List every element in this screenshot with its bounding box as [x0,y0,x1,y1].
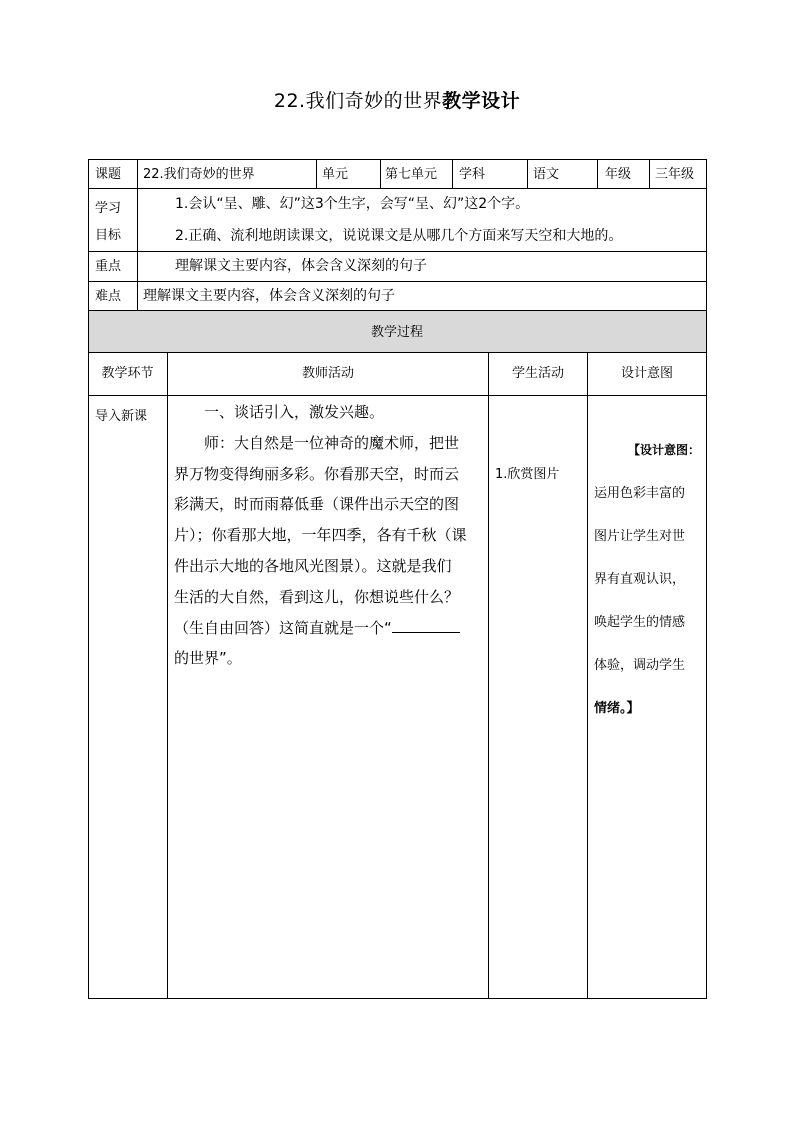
teacher-line: 片）；你看那大地，一年四季，各有千秋（课 [174,526,467,545]
column-header-teacher: 教师活动 [301,366,354,381]
teacher-line: 的世界”。 [174,649,242,668]
table-line [137,159,138,311]
teacher-line: 件出示大地的各地风光图景）。这就是我们 [174,556,452,575]
table-line [597,159,598,188]
table-line [88,310,707,311]
table-line [649,159,650,188]
table-line [167,352,168,999]
objective-item-1: 1.会认“呈、雕、幻”这3个生字，会写“呈、幻”这2个字。 [175,196,530,212]
subject-label: 学科 [459,167,486,182]
title-bold: 教学设计 [442,90,521,112]
column-header-student: 学生活动 [511,366,564,381]
grade-label: 年级 [605,167,632,182]
table-line [316,159,317,188]
table-line [88,352,707,353]
teacher-heading: 一、谈话引入，激发兴趣。 [204,403,385,421]
design-line: 图片让学生对世 [594,529,686,544]
table-line [488,352,489,999]
column-header-design: 设计意图 [620,366,673,381]
unit-value: 第七单元 [385,167,438,182]
table-line [88,251,707,252]
objective-item-2: 2.正确、流利地朗读课文，说说课文是从哪几个方面来写天空和大地的。 [175,228,623,244]
unit-label: 单元 [322,167,349,182]
title-main: 22.我们奇妙的世界 [273,90,443,112]
teacher-activity [174,397,486,674]
process-section-title: 教学过程 [370,325,423,340]
teacher-line-blank-prefix: （生自由回答）这简直就是一个“ [174,618,392,637]
objectives-label-line1: 学习 [95,201,122,216]
teacher-line: 彩满天，时而雨幕低垂（课件出示天空的图 [174,495,460,514]
teacher-line: 界万物变得绚丽多彩。你看那天空，时而云 [174,464,460,483]
document-title [0,86,794,113]
table-line [587,352,588,999]
key-point-value: 理解课文主要内容，体会含义深刻的句子 [175,258,427,274]
design-line: 运用色彩丰富的 [594,486,686,501]
student-activity: 1.欣赏图片 [495,467,560,482]
objectives-label-line2: 目标 [95,228,122,243]
table-line [452,159,453,188]
teacher-line-with-blank [174,613,486,644]
table-line [88,395,707,396]
teacher-line: 生活的大自然，看到这儿，你想说些什么？ [174,587,460,606]
stage-name: 导入新课 [95,409,148,424]
column-header-stage: 教学环节 [101,366,154,381]
table-line [88,188,707,189]
design-line: 情绪。】 [594,701,640,716]
key-point-label: 重点 [95,259,122,274]
topic-value: 22.我们奇妙的世界 [143,167,255,182]
difficulty-label: 难点 [95,289,122,304]
fill-in-blank [392,618,460,633]
design-intent [594,429,706,730]
topic-label: 课题 [95,167,122,182]
table-line [88,998,707,999]
table-line [88,159,707,160]
table-line [706,159,707,999]
design-line: 体验，调动学生 [594,658,686,673]
table-line [380,159,381,188]
subject-value: 语文 [533,167,560,182]
design-line: 界有直观认识， [594,572,686,587]
table-line [88,281,707,282]
design-line: 唤起学生的情感 [594,615,686,630]
grade-value: 三年级 [655,167,695,182]
difficulty-value: 理解课文主要内容，体会含义深刻的句子 [143,288,395,304]
teacher-line: 师：大自然是一位神奇的魔术师，把世 [204,433,460,452]
table-line [88,159,89,999]
design-line: 【设计意图： [628,443,701,457]
table-line [527,159,528,188]
